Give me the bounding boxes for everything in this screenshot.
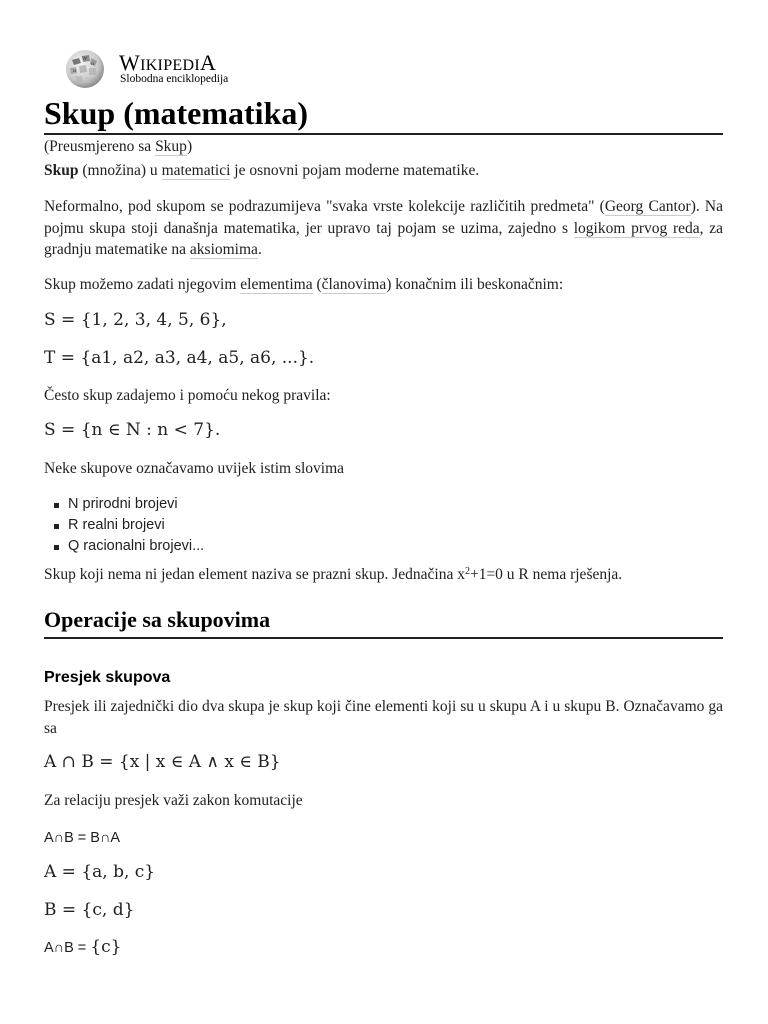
number-sets-list: [44, 494, 723, 557]
intro-bold: Skup: [44, 162, 79, 179]
redirect-prefix: (Preusmjereno sa: [44, 138, 156, 155]
para5-text-1: Skup koji nema ni jedan element naziva se prazni skup. Jednačina x: [44, 566, 465, 583]
subsection-heading-intersection: Presjek skupova: [44, 669, 171, 686]
para2-text-2: (: [312, 276, 322, 293]
list-item: Q racionalni brojevi...: [44, 536, 723, 557]
link-aksiomima[interactable]: aksiomima: [189, 241, 258, 258]
link-logikom-prvog-reda[interactable]: logikom prvog reda: [573, 219, 700, 237]
commutation-law: A∩B = B∩A: [44, 830, 121, 846]
redirect-link[interactable]: Skup: [155, 138, 187, 155]
svg-text:И: И: [73, 68, 77, 73]
formula-rule: S = {n ∈ N : n < 7}.: [44, 420, 221, 440]
link-elementima[interactable]: elementima: [240, 276, 313, 293]
intro-text-2: je osnovni pojam moderne matematike.: [230, 162, 480, 179]
link-matematici[interactable]: matematici: [161, 162, 231, 179]
page-title: Skup (matematika): [44, 93, 723, 135]
result-math: {c}: [90, 937, 122, 957]
paragraph-letters: Neke skupove označavamo uvijek istim slovima: [44, 460, 345, 477]
paragraph-elements: [44, 274, 723, 295]
para1-text-2: ). Na pojmu skupa stoji današnja matematika, jer upravo taj pojam se uzima, zajedno s: [44, 198, 723, 237]
intro-paragraph: [44, 160, 723, 181]
formula-set-s: S = {1, 2, 3, 4, 5, 6},: [44, 310, 227, 330]
wordmark-mid: IKIPEDI: [140, 57, 200, 74]
formula-set-a: A = {a, b, c}: [44, 862, 156, 882]
formula-intersection-def: A ∩ B = {x | x ∈ A ∧ x ∈ B}: [44, 752, 281, 772]
paragraph-definition: [44, 196, 723, 261]
svg-text:Ω: Ω: [91, 61, 95, 66]
paragraph-empty-set: [44, 564, 723, 585]
result-prefix: A∩B =: [44, 940, 91, 956]
para2-text-1: Skup možemo zadati njegovim: [44, 276, 241, 293]
intro-text-1: (množina) u: [78, 162, 162, 179]
wordmark-first: W: [119, 50, 141, 75]
list-item: N prirodni brojevi: [44, 494, 723, 515]
redirect-suffix: ): [186, 138, 193, 155]
section-heading-operations: Operacije sa skupovima: [44, 606, 723, 639]
intersection-result: [44, 937, 723, 959]
formula-set-b: B = {c, d}: [44, 900, 135, 920]
wikipedia-tagline: Slobodna enciklopedija: [120, 73, 229, 85]
link-clanovima[interactable]: članovima: [321, 276, 387, 293]
paragraph-rule: Često skup zadajemo i pomoću nekog pravila:: [44, 387, 331, 404]
paragraph-intersection: Presjek ili zajednički dio dva skupa je skup koji čine elementi koji su u skupu A i u skupu B. Označavamo ga sa: [44, 698, 723, 737]
list-item: R realni brojevi: [44, 515, 723, 536]
svg-text:W: W: [82, 56, 88, 62]
para5-superscript: 2: [464, 566, 470, 577]
paragraph-commutation: Za relaciju presjek važi zakon komutacije: [44, 792, 303, 809]
para1-text-3: , za gradnju matematike na: [44, 219, 723, 258]
wordmark-last: A: [199, 50, 217, 75]
formula-set-t: T = {a1, a2, a3, a4, a5, a6, ...}.: [44, 348, 315, 368]
para2-text-3: ) konačnim ili beskonačnim:: [386, 276, 564, 293]
para1-text-1: Neformalno, pod skupom se podrazumijeva "svaka vrste kolekcije različitih predmeta" (: [44, 198, 605, 215]
wikipedia-globe-icon: [62, 44, 108, 90]
link-georg-cantor[interactable]: Georg Cantor: [604, 198, 691, 215]
para5-text-2: +1=0 u R nema rješenja.: [469, 566, 623, 583]
para1-text-4: .: [257, 241, 262, 258]
redirect-note: [44, 136, 723, 157]
